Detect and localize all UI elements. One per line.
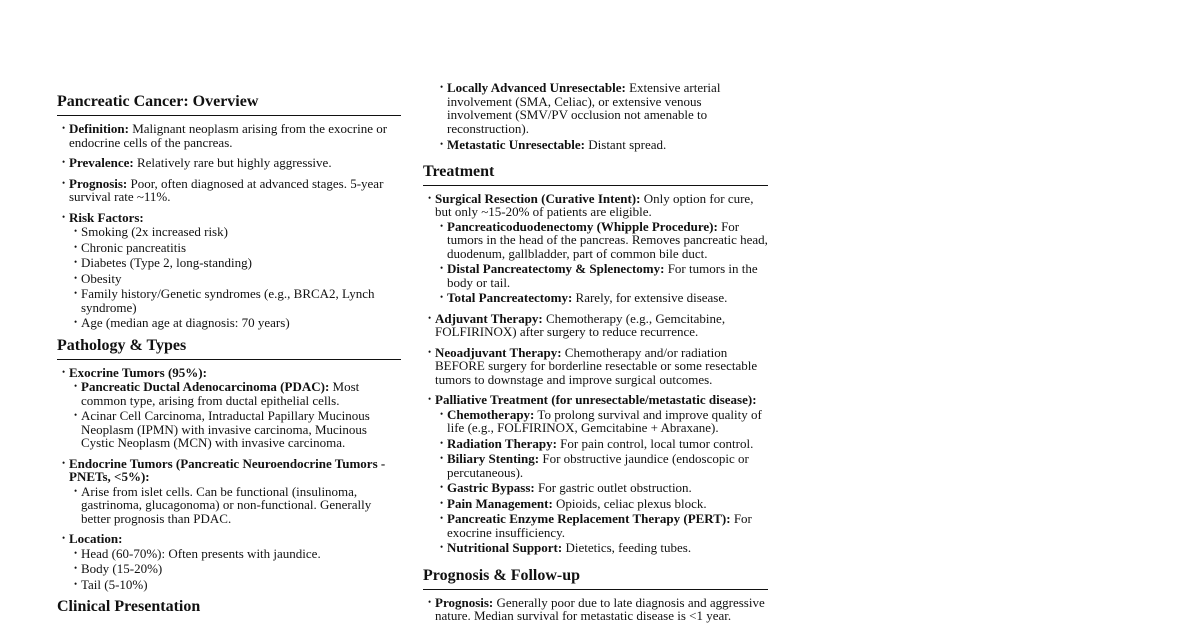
overview-heading: Pancreatic Cancer: Overview [57, 93, 401, 116]
list-item [435, 262, 768, 289]
pathology-heading: Pathology & Types [57, 337, 401, 360]
list-item [435, 220, 768, 261]
list-item: • Body (15-20%) [69, 562, 401, 576]
item-text: For pain control, local tumor control. [556, 435, 754, 451]
surgery-sublist [435, 220, 768, 305]
item-text: Most common type, arising from ductal epithelial cells. [81, 379, 360, 408]
item-text: Chemotherapy and/or radiation BEFORE surgery for borderline resectable or some resectable tumors to downstage and improve surgical outcomes. [435, 344, 758, 387]
list-item: • Family history/Genetic syndromes (e.g., BRCA2, Lynch syndrome) [69, 287, 401, 314]
item-text: Extensive arterial involvement (SMA, Celiac), or extensive venous involvement (SMV/PV occlusion not amenable to reconstruction). [447, 80, 721, 136]
risk-factor-list [69, 225, 401, 330]
item-label: Definition: [69, 121, 129, 136]
list-item [435, 138, 768, 152]
item-text: Chemotherapy (e.g., Gemcitabine, FOLFIRINOX) after surgery to reduce recurrence. [435, 310, 726, 339]
list-item [435, 291, 768, 305]
item-label: Palliative Treatment (for unresectable/metastatic disease): [435, 392, 757, 407]
item-text: For obstructive jaundice (endoscopic or percutaneous). [447, 451, 749, 480]
item-label: Surgical Resection (Curative Intent): [435, 190, 641, 206]
list-item [57, 532, 401, 591]
item-text: Poor, often diagnosed at advanced stages. 5-year survival rate ~11%. [69, 175, 384, 204]
item-text: For tumors in the head of the pancreas. Removes pancreatic head, duodenum, gallbladder, part of common bile duct. [447, 218, 768, 261]
item-label: Pain Management: [447, 495, 553, 511]
list-item: • Head (60-70%): Often presents with jaundice. [69, 547, 401, 561]
list-item: • Age (median age at diagnosis: 70 years) [69, 316, 401, 330]
exocrine-sublist [69, 380, 401, 450]
item-text: Generally poor due to late diagnosis and aggressive nature. Median survival for metastatic disease is <1 year. [435, 594, 765, 623]
item-text: For tumors in the body or tail. [447, 261, 758, 290]
list-item [423, 312, 768, 339]
endocrine-sublist [69, 485, 401, 526]
item-label: Pancreatic Enzyme Replacement Therapy (PERT): [447, 511, 731, 526]
item-label: Pancreaticoduodenectomy (Whipple Procedure): [447, 218, 718, 234]
item-text: Distant spread. [585, 137, 667, 152]
list-item [435, 541, 768, 555]
item-label: Prognosis: [435, 594, 494, 610]
item-label: Radiation Therapy: [447, 435, 557, 451]
list-item [435, 481, 768, 495]
item-label: Total Pancreatectomy: [447, 290, 573, 305]
list-item: • Chronic pancreatitis [69, 241, 401, 255]
item-text: For exocrine insufficiency. [447, 511, 752, 540]
item-label: Metastatic Unresectable: [447, 137, 586, 152]
treatment-heading: Treatment [423, 163, 768, 186]
item-label: Biliary Stenting: [447, 451, 540, 466]
treatment-list [423, 192, 768, 555]
list-item [423, 393, 768, 555]
list-item [435, 452, 768, 479]
list-item: • Diabetes (Type 2, long-standing) [69, 256, 401, 270]
list-item [57, 366, 401, 450]
middle-column [423, 0, 768, 630]
item-text: Opioids, celiac plexus block. [552, 495, 707, 511]
item-label: Chemotherapy: [447, 406, 535, 422]
item-label: Neoadjuvant Therapy: [435, 344, 562, 360]
followup-list [423, 596, 768, 623]
item-label: Adjuvant Therapy: [435, 310, 543, 326]
location-sublist [69, 547, 401, 592]
item-label: Exocrine Tumors (95%): [69, 364, 207, 380]
list-item: • Arise from islet cells. Can be functional (insulinoma, gastrinoma, glucagonoma) or non-functional. Generally better prognosis than PDAC. [69, 485, 401, 526]
item-label: Location: [69, 531, 123, 546]
list-item [435, 81, 768, 135]
overview-list [57, 122, 401, 330]
pathology-list [57, 366, 401, 592]
item-text: For gastric outlet obstruction. [534, 480, 692, 495]
list-item [423, 346, 768, 387]
item-text: Malignant neoplasm arising from the exocrine or endocrine cells of the pancreas. [69, 121, 388, 150]
list-item [57, 457, 401, 526]
list-item: • Obesity [69, 272, 401, 286]
item-label: Prevalence: [69, 155, 134, 170]
clinical-heading: Clinical Presentation [57, 598, 201, 615]
item-label: Locally Advanced Unresectable: [447, 80, 626, 95]
list-item [57, 122, 401, 149]
followup-heading: Prognosis & Follow-up [423, 567, 768, 590]
left-column [57, 0, 401, 620]
list-item [69, 380, 401, 407]
item-label: Endocrine Tumors (Pancreatic Neuroendocrine Tumors - PNETs, <5%): [69, 455, 386, 484]
list-item [423, 596, 768, 623]
list-item [435, 437, 768, 451]
list-item [435, 408, 768, 435]
list-item [435, 497, 768, 511]
item-label: Nutritional Support: [447, 540, 563, 555]
item-text: Only option for cure, but only ~15-20% of patients are eligible. [435, 190, 754, 219]
list-item: • Tail (5-10%) [69, 578, 401, 592]
item-text: Dietetics, feeding tubes. [562, 540, 692, 555]
item-label: Prognosis: [69, 175, 128, 191]
item-label: Distal Pancreatectomy & Splenectomy: [447, 261, 665, 276]
item-text: Relatively rare but highly aggressive. [133, 155, 332, 170]
list-item [435, 512, 768, 539]
item-label: Pancreatic Ductal Adenocarcinoma (PDAC): [81, 379, 330, 394]
list-item: • Acinar Cell Carcinoma, Intraductal Papillary Mucinous Neoplasm (IPMN) with invasive carcinoma, Mucinous Cystic Neoplasm (MCN) with invasive carcinoma. [69, 409, 401, 450]
list-item: • Smoking (2x increased risk) [69, 225, 401, 239]
staging-continued-list [435, 81, 768, 152]
list-item [57, 211, 401, 330]
item-text: To prolong survival and improve quality of life (e.g., FOLFIRINOX, Gemcitabine + Abraxane). [447, 406, 762, 435]
list-item [423, 192, 768, 305]
list-item [57, 156, 401, 170]
palliative-sublist [435, 408, 768, 555]
item-label: Risk Factors: [69, 209, 144, 225]
item-text: Rarely, for extensive disease. [572, 290, 728, 305]
list-item [57, 177, 401, 204]
item-label: Gastric Bypass: [447, 480, 535, 495]
